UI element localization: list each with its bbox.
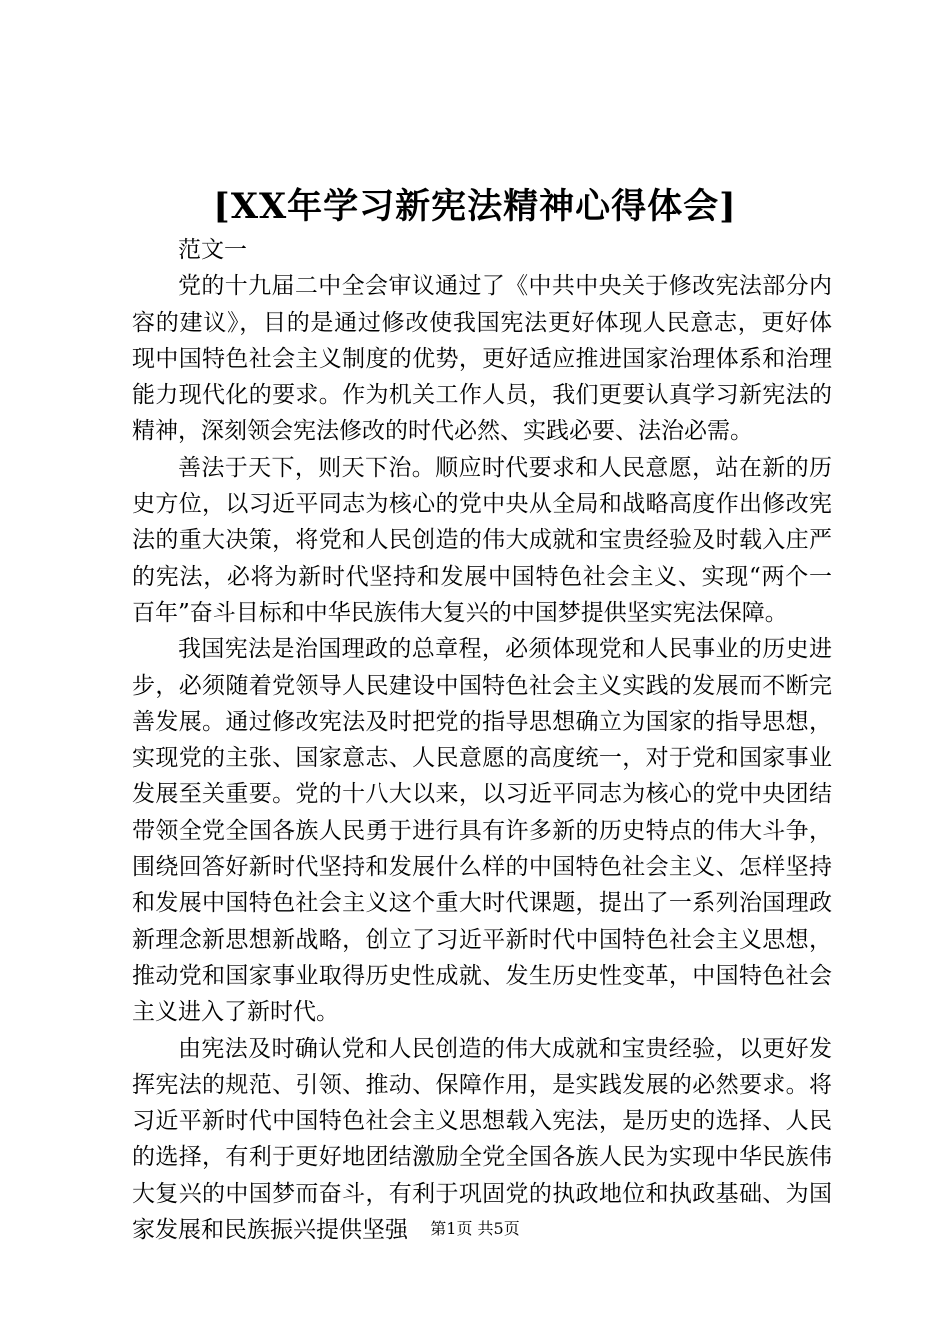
document-subtitle: 范文一 — [178, 237, 247, 263]
paragraph: 善法于天下，则天下治。顺应时代要求和人民意愿，站在新的历史方位，以习近平同志为核心的党中央从全局和战略高度作出修改宪法的重大决策，将党和人民创造的伟大成就和宝贵经验及时载入庄严的宪法，必将为新时代坚持和发展中国特色社会主义、实现“两个一百年”奋斗目标和中华民族伟大复兴的中国梦提供坚实宪法保障。 — [132, 454, 832, 626]
paragraph: 党的十九届二中全会审议通过了《中共中央关于修改宪法部分内容的建议》，目的是通过修改使我国宪法更好体现人民意志，更好体现中国特色社会主义制度的优势，更好适应推进国家治理体系和治理能力现代化的要求。作为机关工作人员，我们更要认真学习新宪法的精神，深刻领会宪法修改的时代必然、实践必要、法治必需。 — [132, 273, 832, 445]
document-title: [XX年学习新宪法精神心得体会] — [213, 186, 737, 227]
document-body — [132, 232, 832, 1248]
page-footer: 第1页 共5页 — [430, 1219, 520, 1238]
paragraph: 由宪法及时确认党和人民创造的伟大成就和宝贵经验，以更好发挥宪法的规范、引领、推动、保障作用，是实践发展的必然要求。将习近平新时代中国特色社会主义思想载入宪法，是历史的选择、人民的选择，有利于更好地团结激励全党全国各族人民为实现中华民族伟大复兴的中国梦而奋斗，有利于巩固党的执政地位和执政基础、为国家发展和民族振兴提供坚强 — [132, 1035, 832, 1244]
paragraph: 我国宪法是治国理政的总章程，必须体现党和人民事业的历史进步，必须随着党领导人民建设中国特色社会主义实践的发展而不断完善发展。通过修改宪法及时把党的指导思想确立为国家的指导思想，实现党的主张、国家意志、人民意愿的高度统一，对于党和国家事业发展至关重要。党的十八大以来，以习近平同志为核心的党中央团结带领全党全国各族人民勇于进行具有许多新的历史特点的伟大斗争，围绕回答好新时代坚持和发展什么样的中国特色社会主义、怎样坚持和发展中国特色社会主义这个重大时代课题，提出了一系列治国理政新理念新思想新战略，创立了习近平新时代中国特色社会主义思想，推动党和国家事业取得历史性成就、发生历史性变革，中国特色社会主义进入了新时代。 — [132, 636, 832, 1026]
